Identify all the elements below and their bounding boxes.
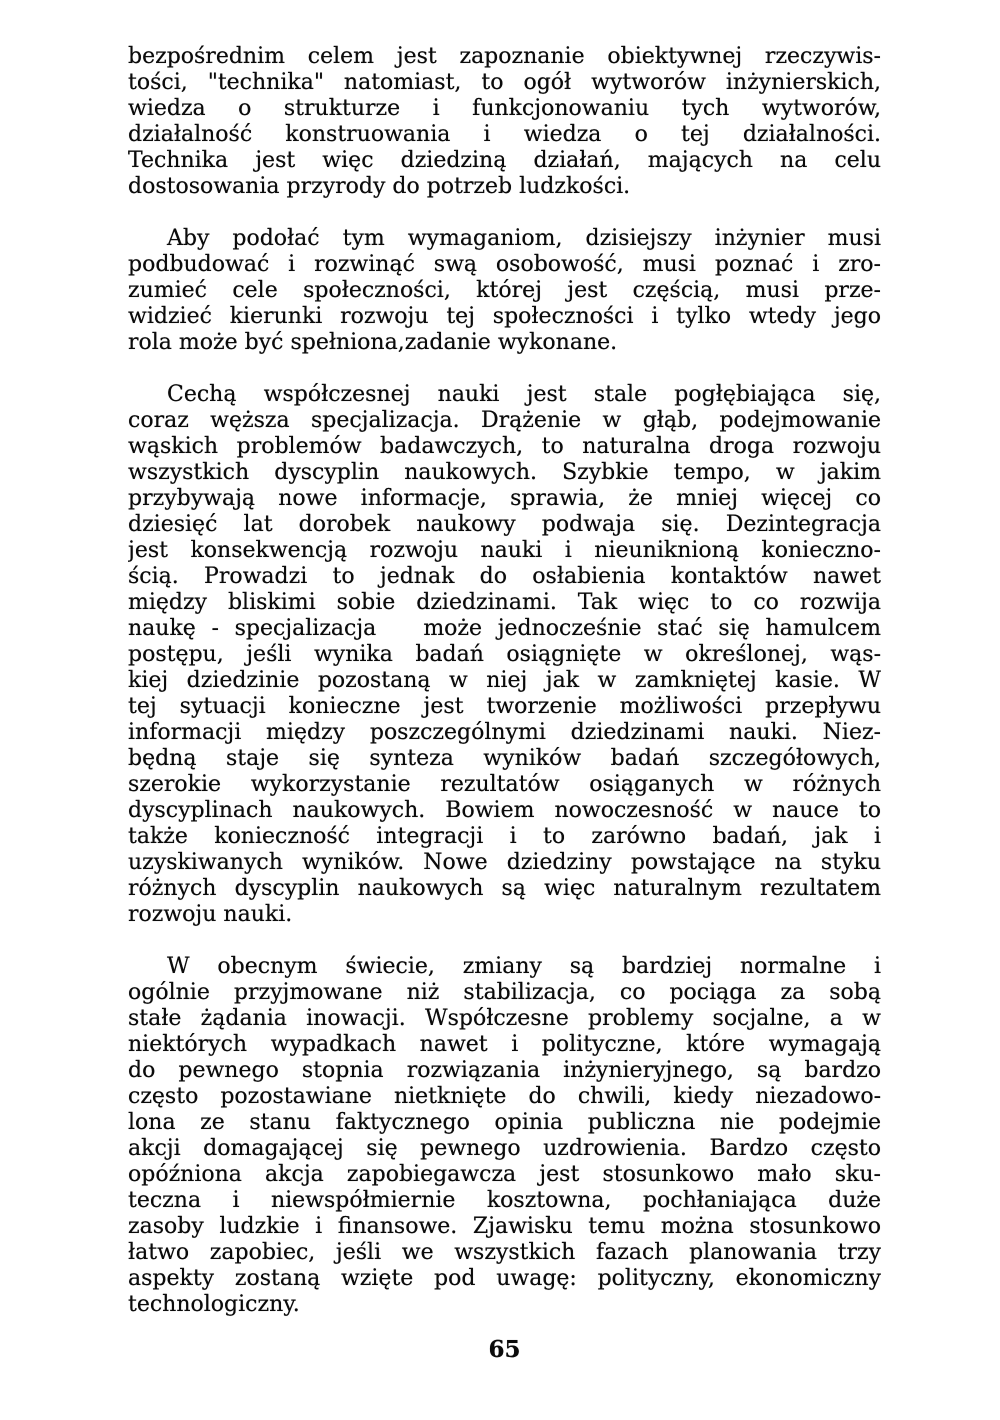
text-line: dziesięć lat dorobek naukowy podwaja się. Dezintegracja (128, 512, 881, 537)
text-line: podbudować i rozwinąć swą osobowość, musi poznać i zro- (128, 252, 881, 277)
text-line: działalność konstruowania i wiedza o tej działalności. (128, 122, 881, 147)
text-line: różnych dyscyplin naukowych są więc naturalnym rezultatem (128, 876, 881, 901)
text-line: będną staje się synteza wyników badań szczegółowych, (128, 746, 881, 771)
text-line: wąskich problemów badawczych, to naturalna droga rozwoju (128, 434, 881, 459)
text-line: postępu, jeśli wynika badań osiągnięte w określonej, wąs- (128, 642, 881, 667)
paragraph (128, 44, 881, 200)
text-line: dostosowania przyrody do potrzeb ludzkości. (128, 174, 631, 199)
text-line: rola może być spełniona,zadanie wykonane. (128, 330, 618, 355)
text-line: opóźniona akcja zapobiegawcza jest stosunkowo mało sku- (128, 1162, 881, 1187)
text-line: dyscyplinach naukowych. Bowiem nowoczesność w nauce to (128, 798, 881, 823)
text-line: często pozostawiane nietknięte do chwili, kiedy niezadowo- (128, 1084, 881, 1109)
text-line: stałe żądania inowacji. Współczesne problemy socjalne, a w (128, 1006, 881, 1031)
text-line: szerokie wykorzystanie rezultatów osiąganych w różnych (128, 772, 881, 797)
text-line: wiedza o strukturze i funkcjonowaniu tych wytworów, (128, 96, 881, 121)
text-block (128, 44, 881, 1318)
text-line: Technika jest więc dziedziną działań, mających na celu (128, 148, 881, 173)
text-line: wszystkich dyscyplin naukowych. Szybkie tempo, w jakim (128, 460, 881, 485)
text-line: widzieć kierunki rozwoju tej społeczności i tylko wtedy jego (128, 304, 881, 329)
text-line: jest konsekwencją rozwoju nauki i nieuniknioną konieczno- (128, 538, 881, 563)
text-line: aspekty zostaną wzięte pod uwagę: polityczny, ekonomiczny (128, 1266, 881, 1291)
text-line: naukę - specjalizacja może jednocześnie stać się hamulcem (128, 616, 881, 641)
text-line: ogólnie przyjmowane niż stabilizacja, co pociąga za sobą (128, 980, 881, 1005)
text-line: między bliskimi sobie dziedzinami. Tak więc to co rozwija (128, 590, 881, 615)
text-line: akcji domagającej się pewnego uzdrowienia. Bardzo często (128, 1136, 881, 1161)
text-line: do pewnego stopnia rozwiązania inżynieryjnego, są bardzo (128, 1058, 881, 1083)
text-line: teczna i niewspółmiernie kosztowna, pochłaniająca duże (128, 1188, 881, 1213)
paragraph (128, 382, 881, 928)
text-line: technologiczny. (128, 1292, 300, 1317)
text-line: także konieczność integracji i to zarówno badań, jak i (128, 824, 881, 849)
page-number: 65 (488, 1336, 521, 1363)
text-line: Aby podołać tym wymaganiom, dzisiejszy inżynier musi (167, 226, 881, 251)
paragraph (128, 954, 881, 1318)
text-line: W obecnym świecie, zmiany są bardziej normalne i (167, 954, 881, 979)
text-line: uzyskiwanych wyników. Nowe dziedziny powstające na styku (128, 850, 881, 875)
text-line: zumieć cele społeczności, której jest częścią, musi prze- (128, 278, 881, 303)
text-line: kiej dziedzinie pozostaną w niej jak w zamkniętej kasie. W (128, 668, 881, 693)
text-line: łatwo zapobiec, jeśli we wszystkich fazach planowania trzy (128, 1240, 881, 1265)
text-line: informacji między poszczególnymi dziedzinami nauki. Niez- (128, 720, 881, 745)
text-line: tej sytuacji konieczne jest tworzenie możliwości przepływu (128, 694, 881, 719)
text-line: coraz węższa specjalizacja. Drążenie w głąb, podejmowanie (128, 408, 881, 433)
text-line: lona ze stanu faktycznego opinia publiczna nie podejmie (128, 1110, 881, 1135)
text-line: niektórych wypadkach nawet i polityczne, które wymagają (128, 1032, 881, 1057)
text-line: tości, "technika" natomiast, to ogół wytworów inżynierskich, (128, 70, 881, 95)
text-line: ścią. Prowadzi to jednak do osłabienia kontaktów nawet (128, 564, 881, 589)
text-line: rozwoju nauki. (128, 902, 293, 927)
paragraph (128, 226, 881, 356)
text-line: zasoby ludzkie i finansowe. Zjawisku temu można stosunkowo (128, 1214, 881, 1239)
text-line: bezpośrednim celem jest zapoznanie obiektywnej rzeczywis- (128, 44, 881, 69)
text-line: przybywają nowe informacje, sprawia, że mniej więcej co (128, 486, 881, 511)
text-line: Cechą współczesnej nauki jest stale pogłębiająca się, (167, 382, 881, 407)
